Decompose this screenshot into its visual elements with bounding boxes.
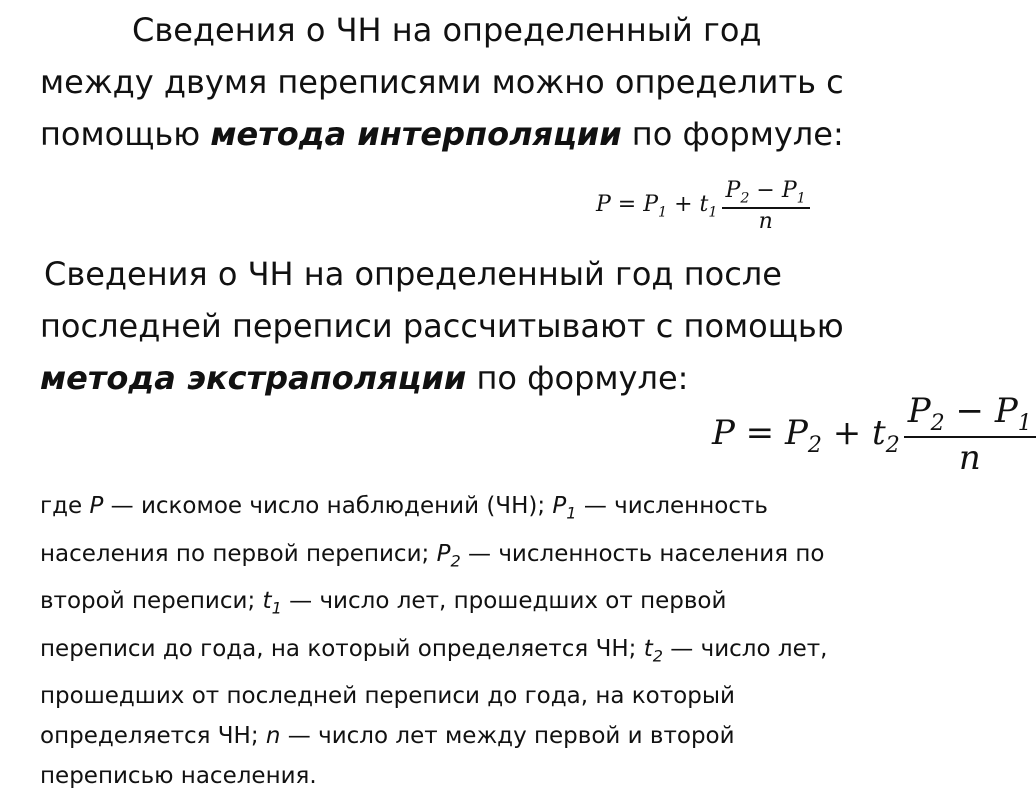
formula-text: − P	[749, 178, 797, 203]
text-line	[40, 108, 984, 160]
variable-symbol	[643, 635, 663, 666]
legend-line: переписью населения.	[40, 763, 317, 790]
formula-text: + t	[667, 192, 709, 218]
formula-fraction	[722, 178, 810, 235]
formula-lhs	[596, 192, 718, 220]
text-fragment: — число лет, прошедших от первой	[281, 588, 727, 615]
variable-symbol: n	[265, 723, 281, 750]
text-line: Сведения о ЧН на определенный год	[132, 11, 762, 49]
variable-letter: t	[643, 635, 653, 662]
fraction-denominator: n	[958, 438, 981, 479]
interpolation-formula	[596, 178, 810, 235]
legend-line	[40, 486, 994, 534]
variable-subscript: 2	[450, 551, 461, 571]
variable-symbol	[436, 540, 461, 571]
variable-letter: P	[436, 540, 451, 567]
legend-line	[40, 581, 994, 629]
formula-subscript: 1	[658, 204, 668, 221]
text-line: Сведения о ЧН на определенный год после	[44, 255, 782, 293]
extrapolation-method-term: метода экстраполяции	[40, 359, 467, 397]
fraction-denominator: n	[758, 208, 773, 234]
formula-text: P = P	[712, 413, 808, 454]
legend-line	[40, 534, 994, 582]
text-fragment: — искомое число наблюдений (ЧН);	[103, 493, 553, 519]
formula-subscript: 2	[740, 190, 750, 207]
extrapolation-paragraph	[40, 248, 984, 404]
variable-letter: P	[552, 493, 567, 519]
formula-text: P	[907, 391, 931, 431]
formula-subscript: 1	[796, 190, 806, 207]
variable-legend	[40, 486, 994, 796]
text-fragment: — численность населения по	[460, 540, 825, 567]
text-fragment: где	[40, 493, 90, 519]
variable-symbol	[552, 493, 577, 523]
formula-subscript: 2	[885, 431, 900, 458]
formula-text: P	[725, 178, 741, 203]
formula-fraction	[904, 392, 1036, 479]
text-fragment: по формуле:	[466, 359, 689, 397]
text-fragment: — число лет,	[662, 635, 828, 662]
formula-lhs	[712, 413, 900, 458]
fraction-numerator	[904, 392, 1036, 438]
text-fragment: — численность	[576, 493, 768, 519]
variable-subscript: 1	[566, 503, 577, 523]
text-fragment: переписи до года, на который определяется ЧН;	[40, 635, 644, 662]
variable-symbol: P	[89, 493, 104, 519]
text-line: между двумя переписями можно определить с	[40, 63, 844, 101]
legend-line	[40, 629, 994, 677]
legend-line: прошедших от последней переписи до года, на который	[40, 683, 735, 710]
interpolation-method-term: метода интерполяции	[210, 115, 622, 153]
text-fragment: населения по первой переписи;	[40, 540, 437, 567]
formula-text: − P	[944, 391, 1018, 431]
fraction-numerator	[722, 178, 810, 209]
variable-symbol	[262, 588, 282, 618]
formula-subscript: 2	[807, 431, 822, 458]
legend-line	[40, 716, 994, 756]
text-fragment: второй переписи;	[40, 588, 263, 615]
formula-text: + t	[821, 413, 886, 454]
extrapolation-formula	[712, 392, 1036, 479]
text-line: последней переписи рассчитывают с помощью	[40, 307, 844, 345]
text-fragment: определяется ЧН;	[40, 723, 266, 750]
variable-subscript: 2	[652, 646, 663, 666]
text-fragment: помощью	[40, 115, 211, 153]
text-fragment: по формуле:	[621, 115, 844, 153]
formula-subscript: 2	[930, 409, 945, 436]
formula-subscript: 1	[708, 204, 718, 221]
interpolation-paragraph	[40, 4, 984, 160]
formula-subscript: 1	[1017, 409, 1032, 436]
variable-letter: t	[262, 588, 272, 615]
variable-subscript: 1	[271, 598, 282, 618]
text-fragment: — число лет между первой и второй	[280, 723, 735, 750]
formula-text: P = P	[596, 192, 659, 218]
